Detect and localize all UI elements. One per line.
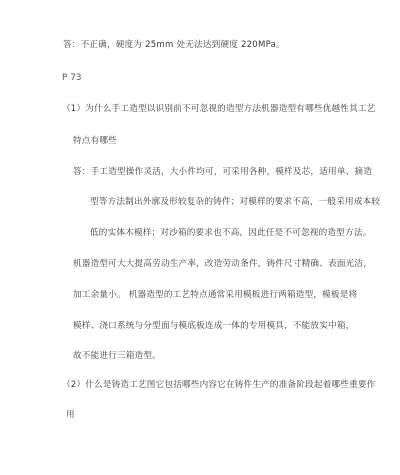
answer-line-hardness: 答：不正确，硬度为 25mm 处无法达到硬度 220MPa。: [63, 40, 285, 50]
question-1-line-2: 特点有哪些: [73, 136, 117, 146]
question-2-line-1: （2）什么是铸造工艺图它包括哪些内容它在铸件生产的准备阶段起着哪些重要作: [62, 380, 376, 390]
answer-1-line-6: 模样、浇口系统与分型面与模底板连成一体的专用模具，不能放实中箱，: [73, 321, 355, 331]
answer-1-line-4: 机器造型可大大提高劳动生产率，改造劳动条件，铸件尺寸精确、表面光洁，: [73, 259, 372, 269]
answer-1-line-7: 故不能进行三箱造型。: [73, 351, 161, 361]
answer-1-line-1: 答：手工造型操作灵活，大小件均可，可采用各种，模样及芯，适用单、摘造: [73, 167, 372, 177]
answer-1-line-2: 型等方法制出外廓及形较复杂的铸件；对模样的要求不高，一般采用成本较: [90, 197, 381, 207]
answer-1-line-3: 低的实体木模样；对沙箱的要求也不高，因此任是不可忽视的造型方法。: [90, 228, 372, 238]
answer-1-line-5: 加工余量小。 机器造型的工艺特点通常采用模板进行两箱造型，模板是将: [73, 290, 358, 300]
question-2-line-2: 用: [66, 410, 75, 420]
question-1-line-1: （1）为什么手工造型以识别前不可忽视的造型方法机器造型有哪些优越性其工艺: [62, 104, 376, 114]
page-number: P 73: [62, 73, 82, 83]
